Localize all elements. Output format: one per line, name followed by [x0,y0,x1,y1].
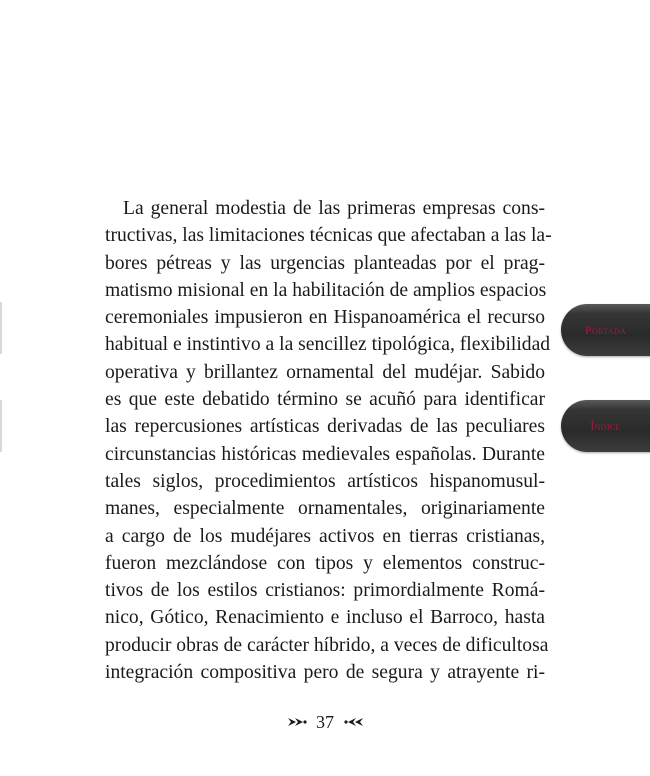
page-number: 37 [316,711,334,732]
body-paragraph [105,195,552,686]
left-ornament-icon [287,716,307,728]
text-line: tivos de los estilos cristianos: primordialmente Romá- [105,580,545,602]
indice-label: Índice [590,419,621,433]
text-line: manes, especialmente ornamentales, originariamente [105,498,545,520]
page-edge-mark-bottom [0,400,2,452]
text-line: tructivas, las limitaciones técnicas que afectaban a las la- [105,225,552,247]
indice-button[interactable] [561,400,650,452]
right-ornament-icon [344,716,364,728]
text-line: tales siglos, procedimientos artísticos hispanomusul- [105,470,545,492]
page-edge-mark-top [0,302,2,354]
text-line: ceremoniales impusieron en Hispanoamérica el recurso [105,307,545,329]
text-line: es que este debatido término se acuñó para identificar [105,389,545,411]
text-line: habitual e instintivo a la sencillez tipológica, flexibilidad [105,334,551,356]
text-line: matismo misional en la habilitación de amplios espacios [105,279,547,301]
page-footer [0,708,650,734]
portada-button[interactable] [561,304,650,356]
text-line: circunstancias históricas medievales españolas. Durante [105,443,545,465]
text-line: las repercusiones artísticas derivadas de las peculiares [105,416,545,438]
text-line: bores pétreas y las urgencias planteadas por el prag- [105,252,545,274]
text-line: a cargo de los mudéjares activos en tierras cristianas, [105,525,545,547]
text-line: operativa y brillantez ornamental del mudéjar. Sabido [105,361,545,383]
text-line: La general modestia de las primeras empresas cons- [123,198,545,219]
portada-label: Portada [585,323,626,337]
text-line: producir obras de carácter híbrido, a veces de dificultosa [105,634,549,656]
text-line: fueron mezclándose con tipos y elementos construc- [105,552,545,574]
text-line: integración compositiva pero de segura y atrayente ri- [105,662,545,684]
text-line: nico, Gótico, Renacimiento e incluso el Barroco, hasta [105,607,545,629]
